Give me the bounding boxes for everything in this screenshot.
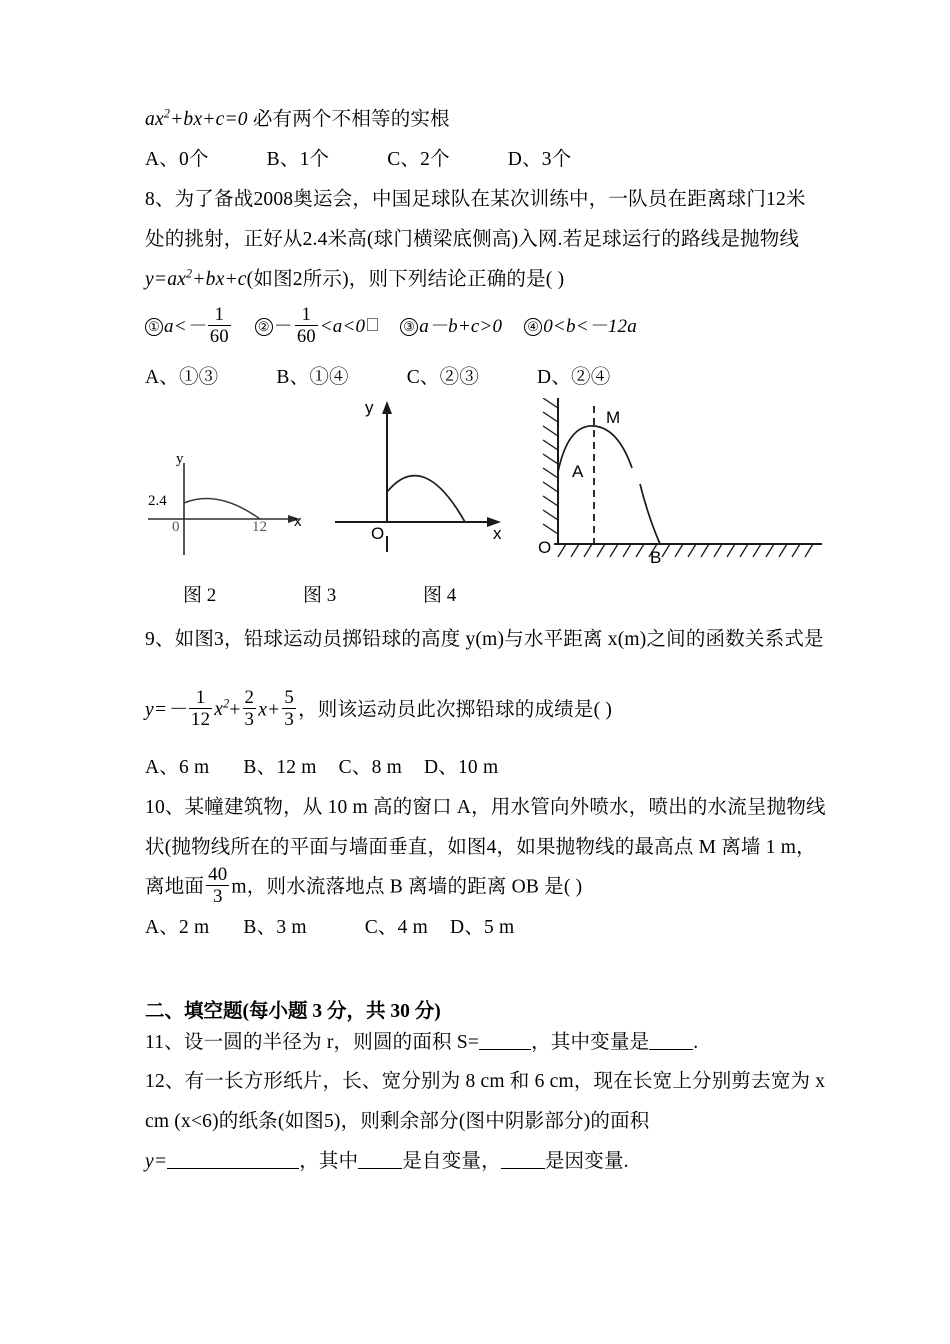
fraction-1-12: $\frac{1}{12}$ bbox=[190, 687, 211, 731]
question-9-formula: y=－ $\frac{1}{12}$ $x^2+$ $\frac{2}{3}$ x+ $\frac{5}{3}$ ，则该运动员此次掷铅球的成绩是( ) bbox=[145, 687, 613, 731]
fig2-y-intercept-label: 2.4 bbox=[148, 493, 167, 509]
q9-option-a[interactable]: A、6 m bbox=[145, 757, 210, 778]
q8-option-d[interactable]: D、②④ bbox=[537, 367, 611, 388]
q7-option-d[interactable]: D、3个 bbox=[507, 149, 572, 170]
fig4-origin-label-O: O bbox=[538, 538, 552, 557]
water-jet-curve-upper bbox=[558, 426, 632, 472]
q7-option-a[interactable]: A、0个 bbox=[145, 149, 209, 170]
q7-stem-text: 必有两个不相等的实根 bbox=[252, 109, 450, 130]
fig3-x-label: x bbox=[493, 524, 502, 543]
fig4-peak-label-M: M bbox=[606, 408, 621, 427]
water-jet-curve-lower bbox=[640, 484, 660, 544]
q10-option-d[interactable]: D、5 m bbox=[450, 917, 515, 938]
question-8-line-3 bbox=[145, 266, 835, 290]
parabola-curve bbox=[184, 499, 260, 519]
fig3-origin-label: O bbox=[371, 524, 385, 543]
q12-blank-independent[interactable] bbox=[358, 1168, 402, 1169]
figure-3 bbox=[335, 400, 515, 560]
figure-2-caption: 图 2 bbox=[183, 585, 217, 606]
claim-1: ① a<－ $\frac{1}{60}$ bbox=[145, 316, 233, 337]
question-9-options bbox=[145, 758, 835, 778]
circled-number-1-icon: ① bbox=[145, 318, 163, 336]
tofu-box-glyph-icon bbox=[367, 318, 378, 331]
q9-option-b[interactable]: B、12 m bbox=[243, 757, 317, 778]
circled-number-3-icon: ③ bbox=[400, 318, 418, 336]
q10-option-a[interactable]: A、2 m bbox=[145, 917, 210, 938]
q12-blank-dependent[interactable] bbox=[501, 1168, 545, 1169]
q11-text-pre: 11、设一圆的半径为 r，则圆的面积 S= bbox=[145, 1032, 480, 1053]
q11-blank-variable[interactable] bbox=[649, 1049, 693, 1050]
fig2-origin-label: 0 bbox=[172, 519, 180, 535]
figure-3-graph bbox=[335, 400, 515, 560]
wall-hatch-icon bbox=[543, 398, 558, 534]
fraction-5-3: $\frac{5}{3}$ bbox=[284, 687, 295, 731]
fig2-y-label: y bbox=[176, 451, 184, 467]
q8-expression: $y=ax^2+bx+c$ bbox=[145, 266, 247, 290]
question-12-line-1: 12、有一长方形纸片，长、宽分别为 8 cm 和 6 cm，现在长宽上分别剪去宽为 x bbox=[145, 1071, 826, 1092]
question-10-line-3: 离地面 $\frac{40}{3}$ m，则水流落地点 B 离墙的距离 OB 是( ) bbox=[145, 864, 583, 908]
question-10-line-2: 状(抛物线所在的平面与墙面垂直，如图4，如果抛物线的最高点 M 离墙 1 m， bbox=[145, 837, 816, 858]
fig2-x-label: x bbox=[294, 513, 302, 530]
figure-2-graph bbox=[148, 455, 308, 560]
question-11: 11、设一圆的半径为 r，则圆的面积 S= ，其中变量是 . bbox=[145, 1032, 699, 1053]
fraction-2-3: $\frac{2}{3}$ bbox=[244, 687, 255, 731]
y-axis-arrow-icon bbox=[382, 401, 392, 414]
figure-4 bbox=[536, 398, 826, 570]
q9-option-c[interactable]: C、8 m bbox=[338, 757, 402, 778]
circled-number-4-icon: ④ bbox=[524, 318, 542, 336]
figure-4-caption: 图 4 bbox=[423, 585, 457, 606]
question-8-claims bbox=[145, 305, 835, 346]
question-12-line-2: cm (x<6)的纸条(如图5)，则剩余部分(图中阴影部分)的面积 bbox=[145, 1111, 650, 1132]
q10-option-b[interactable]: B、3 m bbox=[243, 917, 307, 938]
fraction-1-60: $\frac{1}{60}$ bbox=[209, 304, 229, 346]
q12-blank-formula[interactable] bbox=[167, 1168, 299, 1169]
figure-2 bbox=[148, 451, 308, 560]
q8-option-a[interactable]: A、①③ bbox=[145, 367, 219, 388]
question-10-line-1: 10、某幢建筑物，从 10 m 高的窗口 A，用水管向外喷水，喷出的水流呈抛物线 bbox=[145, 797, 826, 818]
fig2-x-intercept-label: 12 bbox=[252, 519, 267, 535]
q10-option-c[interactable]: C、4 m bbox=[364, 917, 429, 938]
fig4-landing-label-B: B bbox=[650, 548, 662, 567]
figure-4-diagram bbox=[536, 398, 826, 570]
question-12-line-3: y= ，其中 是自变量， 是因变量. bbox=[145, 1151, 629, 1172]
figure-3-caption: 图 3 bbox=[303, 585, 337, 606]
q11-blank-area[interactable] bbox=[479, 1049, 531, 1050]
claim-2: ② － $\frac{1}{60}$ <a<0 bbox=[255, 316, 378, 337]
section-2-heading: 二、填空题(每小题 3 分，共 30 分) bbox=[145, 1001, 441, 1022]
question-7-options bbox=[145, 150, 835, 170]
q8-line3-tail: (如图2所示)，则下列结论正确的是( ) bbox=[246, 269, 565, 290]
claim-4: ④ 0<b<－12a bbox=[524, 316, 637, 337]
question-8-options bbox=[145, 368, 835, 388]
question-9-line-1: 9、如图3，铅球运动员掷铅球的高度 y(m)与水平距离 x(m)之间的函数关系式是 bbox=[145, 629, 824, 650]
question-8-line-2: 处的挑射，正好从2.4米高(球门横梁底侧高)入网.若足球运行的路线是抛物线 bbox=[145, 229, 800, 250]
q7-option-b[interactable]: B、1个 bbox=[266, 149, 330, 170]
circled-number-2-icon: ② bbox=[255, 318, 273, 336]
q7-option-c[interactable]: C、2个 bbox=[387, 149, 450, 170]
fraction-1-60-b: $\frac{1}{60}$ bbox=[296, 304, 316, 346]
question-7-stem-tail bbox=[145, 106, 835, 130]
ground-hatch-icon bbox=[558, 544, 813, 557]
q9-option-d[interactable]: D、10 m bbox=[423, 757, 499, 778]
fraction-40-3: $\frac{40}{3}$ bbox=[208, 864, 228, 908]
fig4-window-label-A: A bbox=[572, 462, 584, 481]
q7-expression: $ax^2+bx+c=0$ bbox=[145, 106, 248, 130]
question-10-options bbox=[145, 918, 835, 938]
parabola-curve bbox=[387, 476, 465, 522]
q8-option-c[interactable]: C、②③ bbox=[406, 367, 480, 388]
question-8-line-1: 8、为了备战2008奥运会，中国足球队在某次训练中，一队员在距离球门12米 bbox=[145, 189, 806, 210]
q8-option-b[interactable]: B、①④ bbox=[276, 367, 349, 388]
fig3-y-label: y bbox=[365, 398, 374, 417]
q11-text-mid: ，其中变量是 bbox=[531, 1032, 650, 1053]
claim-3: ③ a－b+c>0 bbox=[400, 316, 502, 337]
